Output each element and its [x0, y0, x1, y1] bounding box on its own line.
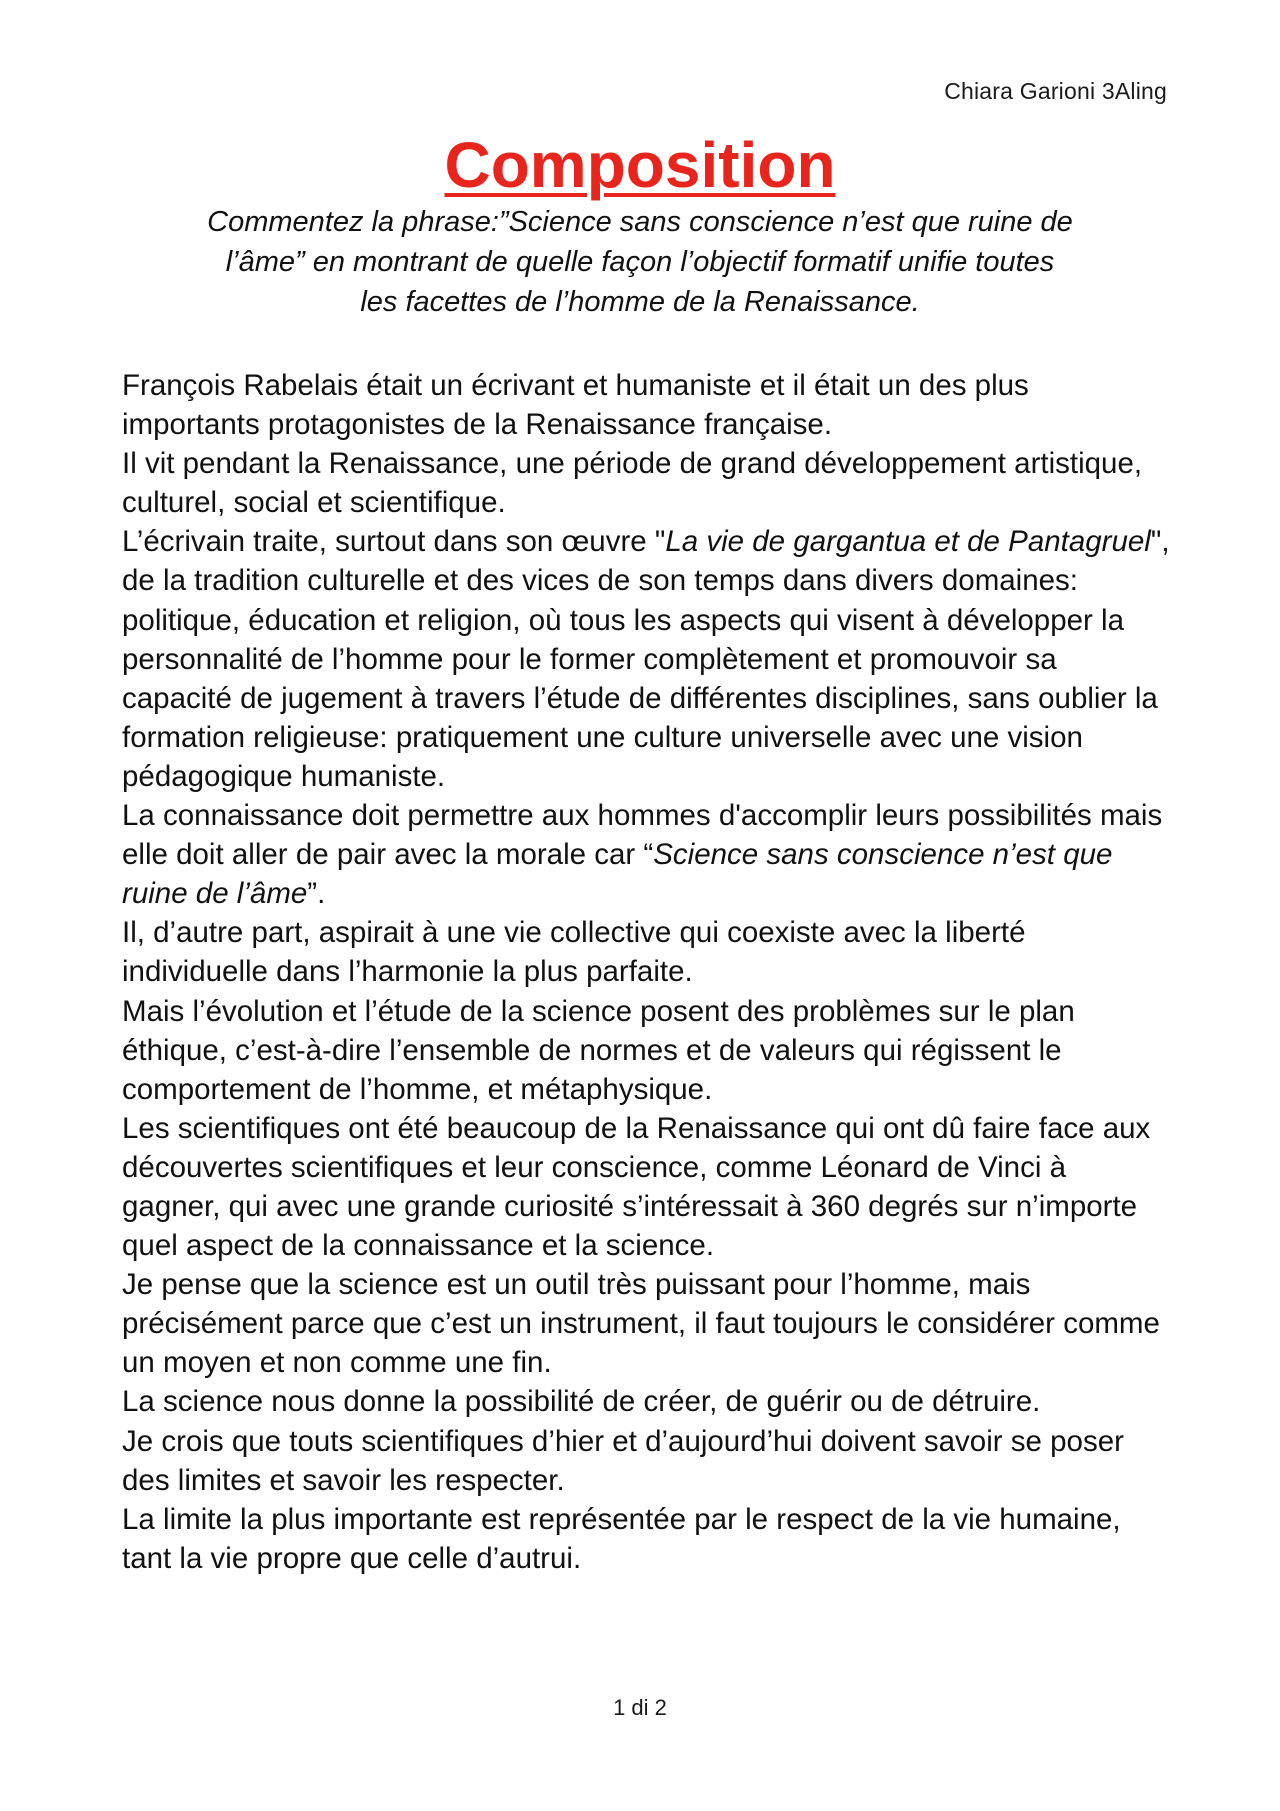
- work-title: La vie de gargantua et de Pantagruel: [665, 525, 1151, 559]
- paragraph-text: L’écrivain traite, surtout dans son œuvre ": [122, 525, 666, 559]
- body-paragraph: Il vit pendant la Renaissance, une période de grand développement artistique, culturel, social et scientifique.: [122, 447, 1143, 520]
- body-paragraph: Les scientifiques ont été beaucoup de la Renaissance qui ont dû faire face aux découvertes scientifiques et leur conscience, comme Léonard de Vinci à gagner, qui avec une grande curiosité s’intéressait à 360 degrés sur n’importe quel aspect de la connaissance et la science.: [122, 1111, 1151, 1263]
- body-paragraph: La limite la plus importante est représentée par le respect de la vie humaine, tant la vie propre que celle d’autrui.: [122, 1502, 1121, 1575]
- essay-body: [122, 366, 1172, 1578]
- body-paragraph: François Rabelais était un écrivant et humaniste et il était un des plus importants protagonistes de la Renaissance française.: [122, 369, 1029, 442]
- paragraph-text: La connaissance doit permettre aux hommes d'accomplir leurs possibilités mais elle doit aller de pair avec la morale car “: [122, 799, 1163, 872]
- body-paragraph: Je pense que la science est un outil très puissant pour l’homme, mais précisément parce que c’est un instrument, il faut toujours le considérer comme un moyen et non comme une fin.: [122, 1268, 1160, 1380]
- body-paragraph: Mais l’évolution et l’étude de la science posent des problèmes sur le plan éthique, c’est-à-dire l’ensemble de normes et de valeurs qui régissent le comportement de l’homme, et métaphysique.: [122, 994, 1075, 1106]
- page-number: 1 di 2: [613, 1695, 667, 1720]
- paragraph-text: ”.: [307, 877, 326, 911]
- body-paragraph: [122, 796, 1172, 913]
- quoted-phrase: Science sans conscience n’est que ruine de l’âme: [122, 838, 1113, 911]
- body-paragraph: La science nous donne la possibilité de créer, de guérir ou de détruire.: [122, 1385, 1041, 1419]
- essay-prompt-line: Commentez la phrase:”Science sans conscience n’est que ruine de: [207, 206, 1073, 238]
- body-paragraph: Il, d’autre part, aspirait à une vie collective qui coexiste avec la liberté individuelle dans l’harmonie la plus parfaite.: [122, 916, 1026, 989]
- essay-prompt-line: les facettes de l’homme de la Renaissance.: [360, 286, 920, 318]
- essay-prompt-line: l’âme” en montrant de quelle façon l’objectif formatif unifie toutes: [225, 246, 1055, 278]
- body-paragraph: [122, 522, 1172, 796]
- page-title: Composition: [444, 129, 836, 201]
- author-name: Chiara Garioni 3Aling: [944, 78, 1167, 104]
- body-paragraph: Je crois que touts scientifiques d’hier et d’aujourd’hui doivent savoir se poser des limites et savoir les respecter.: [122, 1424, 1124, 1497]
- paragraph-text: ", de la tradition culturelle et des vices de son temps dans divers domaines: politique, éducation et religion, où tous les aspects qui visent à développer la personnalité de l’homme pour le former complètement et promouvoir sa capacité de jugement à travers l’étude de différentes disciplines, sans oublier la formation religieuse: pratiquement une culture universelle avec une vision pédagogique humaniste.: [122, 525, 1170, 793]
- essay-prompt: [120, 202, 1160, 322]
